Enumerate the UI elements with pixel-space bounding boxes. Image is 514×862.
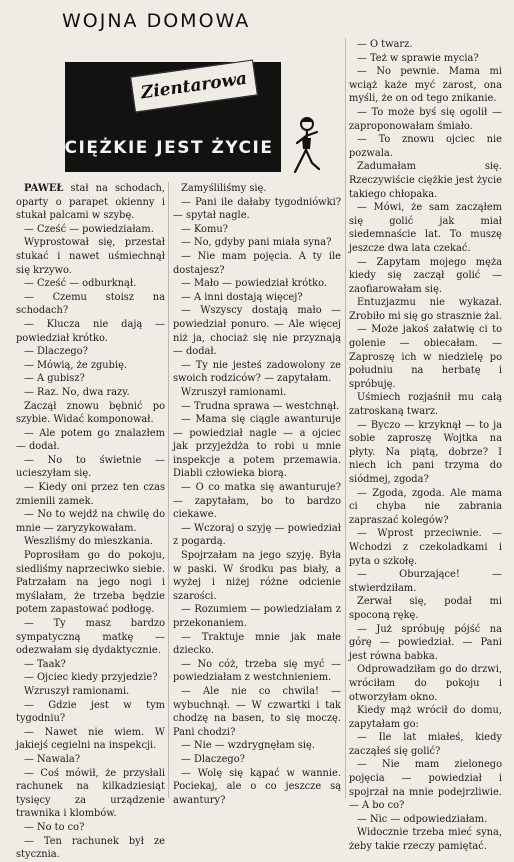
- paragraph: [349, 826, 502, 853]
- paragraph-text: — Byczo — krzyknął — to ja sobie zaproszę Wojtka na płyty. Na piątą, dobrze? I niech ich pani trzyma do siódmej, zgoda?: [349, 419, 502, 485]
- paragraph: [173, 603, 341, 630]
- paragraph-text: — Traktuje mnie jak małe dziecko.: [173, 631, 341, 657]
- paragraph-text: — No to świetnie — ucieszyłam się.: [16, 454, 165, 480]
- paragraph-text: — Mama się ciągle awanturuje — powiedział nagle — a ojciec jak przyjeżdża to robi u mnie inspekcje a potem przemawia. Diabli człowieka biorą.: [173, 414, 341, 480]
- paragraph: [349, 160, 502, 201]
- paragraph: [349, 527, 502, 568]
- paragraph: [173, 182, 341, 196]
- paragraph-text: — A inni dostają więcej?: [181, 291, 303, 303]
- paragraph: [173, 304, 341, 358]
- paragraph-text: — Ojciec kiedy przyjedzie?: [24, 672, 158, 684]
- paragraph-text: Wyprostował się, przestał stukać i nawet uśmiechnął się krzywo.: [16, 237, 165, 276]
- paragraph: [349, 256, 502, 297]
- paragraph-text: — O co matka się awanturuje? — zapytałam, bo to bardzo ciekawe.: [173, 482, 341, 521]
- paragraph-text: — Nie mam pojęcia. A ty ile dostajesz?: [173, 250, 341, 276]
- paragraph-text: — Zapytam mojego męża kiedy się zaczął golić — zaofiarowałam się.: [349, 256, 502, 295]
- paragraph: [16, 535, 165, 549]
- paragraph: [16, 549, 165, 617]
- paragraph: [349, 595, 502, 622]
- paragraph-text: — O twarz.: [357, 39, 413, 50]
- paragraph-text: — Ty nie jesteś zadowolony ze swoich rodziców? — zapytałam.: [173, 359, 341, 385]
- paragraph: [16, 400, 165, 427]
- paragraph-text: — Już spróbuję pójść na górę — powiedział. — Pani jest równa babka.: [349, 623, 502, 662]
- paragraph: [16, 821, 165, 835]
- paragraph: [16, 236, 165, 277]
- paragraph-text: — A gubisz?: [24, 373, 85, 385]
- paragraph: [173, 549, 341, 603]
- paragraph-text: Zaczął znowu bębnić po szybie. Widać komponował.: [16, 400, 165, 426]
- paragraph-text: — Gdzie jest w tym tygodniu?: [16, 699, 165, 725]
- paragraph: [16, 508, 165, 535]
- paragraph: [349, 813, 502, 827]
- paragraph-text: — No pewnie. Mama mi wciąż każe myć zarost, ona myśli, że on od tego znikanie.: [349, 66, 502, 105]
- paragraph-text: — Taak?: [24, 658, 66, 670]
- paragraph: [16, 318, 165, 345]
- paragraph: [16, 291, 165, 318]
- paragraph-text: — To znowu ojciec nie pozwala.: [349, 134, 502, 159]
- paragraph-text: — Ale nie co chwila! — wybuchnął. — W czwartki i tak chodzę na basen, to się moczę. Pani chodzi?: [173, 685, 341, 738]
- paragraph: [173, 277, 341, 291]
- paragraph: [16, 726, 165, 753]
- section-rubric: WOJNA DOMOWA: [62, 10, 251, 32]
- paragraph-text: — Kiedy oni przez ten czas zmienili zamek.: [16, 482, 165, 507]
- column-rule-1: [168, 182, 169, 798]
- paragraph: [349, 106, 502, 133]
- paragraph-text: Widocznie trzeba mieć syna, żeby takie rzeczy pamiętać.: [349, 827, 502, 853]
- paragraph: [16, 182, 165, 223]
- paragraph-text: — Cześć — powiedziałam.: [24, 223, 154, 235]
- paragraph: [16, 617, 165, 658]
- paragraph-text: — Wprost przeciwnie. — Wchodzi z czekoladkami i pyta o szkołę.: [349, 528, 502, 567]
- article-column-2: [173, 182, 341, 807]
- paragraph-text: Entuzjazmu nie wykazał. Zrobiło mi się go strasznie żal.: [349, 297, 502, 322]
- paragraph: [173, 767, 341, 808]
- paragraph-text: — Oburzające! — stwierdziłam.: [349, 569, 502, 594]
- paragraph: [16, 658, 165, 672]
- paragraph-text: — Nic — odpowiedziałam.: [357, 813, 488, 825]
- paragraph-text: — Komu?: [181, 223, 228, 235]
- article-column-3: [349, 38, 502, 854]
- paragraph: [349, 38, 502, 52]
- paragraph: [349, 758, 502, 812]
- paragraph-text: Uśmiech rozjaśnił mu całą zatroskaną twarz.: [349, 392, 502, 418]
- paragraph: [349, 52, 502, 66]
- paragraph: [173, 685, 341, 739]
- paragraph: [16, 454, 165, 481]
- paragraph: [173, 223, 341, 237]
- paragraph: [349, 323, 502, 391]
- paragraph-text: — No cóż, trzeba się myć — powiedziałam z westchnieniem.: [173, 658, 341, 684]
- paragraph: [173, 236, 341, 250]
- paragraph: [349, 65, 502, 106]
- paragraph: [349, 568, 502, 595]
- paragraph: [173, 522, 341, 549]
- paragraph-text: Poprosiłam go do pokoju, siedliśmy naprzeciwko siebie. Patrzałam na jego nogi i myślałam, że trzeba będzie potem zapastować podłogę.: [16, 550, 165, 616]
- paragraph: [173, 400, 341, 414]
- paragraph: [173, 739, 341, 753]
- paragraph-text: — Nawala?: [24, 753, 81, 765]
- paragraph-text: — Wczoraj o szyję — powiedział z pogardą.: [173, 522, 341, 548]
- paragraph: [16, 277, 165, 291]
- paragraph-text: — Nie — wzdrygnęłam się.: [181, 740, 315, 752]
- paragraph: [173, 196, 341, 223]
- paragraph-text: — No to wejdź na chwilę do mnie — zaryzykowałam.: [16, 509, 165, 534]
- paragraph-text: — Ten rachunek był ze stycznia.: [16, 835, 165, 861]
- paragraph: [349, 391, 502, 418]
- paragraph-text: — Ale potem go znalazłem — dodał.: [16, 427, 165, 453]
- paragraph: [173, 481, 341, 522]
- paragraph: [173, 291, 341, 305]
- column-rule-2: [345, 38, 346, 798]
- paragraph-text: — Wolę się kąpać w wannie. Pociekaj, ale o co jeszcze są awantury?: [173, 767, 341, 806]
- paragraph-text: — No to co?: [24, 821, 85, 833]
- paragraph: [16, 671, 165, 685]
- paragraph-text: — No, gdyby pani miała syna?: [181, 237, 332, 249]
- paragraph-text: — Coś mówił, że przysłali rachunek na kilkadziesiąt tysięcy za urządzenie trawnika i klombów.: [16, 767, 165, 820]
- paragraph-text: — Może jakoś załatwię ci to golenie — obiecałam. — Zaproszę ich w niedzielę po południu na herbatę i spróbuję.: [349, 324, 502, 390]
- paragraph-text: — Mało — powiedział krótko.: [181, 278, 327, 290]
- paragraph: [173, 658, 341, 685]
- paragraph: [349, 133, 502, 160]
- paragraph-text: Kiedy mąż wrócił do domu, zapytałam go:: [349, 705, 502, 730]
- paragraph-text: Zadumałam się. Rzeczywiście ciężkie jest życie takiego chłopaka.: [349, 161, 502, 200]
- paragraph-text: — Klucza nie dają — powiedział krótko.: [16, 318, 165, 344]
- paragraph-text: — Mówią, że zgubię.: [24, 359, 128, 371]
- paragraph: [16, 223, 165, 237]
- paragraph-text: — Też w sprawie mycia?: [357, 52, 479, 64]
- author-name: Zientarowa: [139, 68, 249, 104]
- paragraph: [16, 359, 165, 373]
- paragraph-text: Weszliśmy do mieszkania.: [24, 536, 153, 548]
- paragraph-text: — Raz. No, dwa razy.: [24, 386, 130, 398]
- paragraph: [349, 201, 502, 255]
- paragraph-text: — Mówi, że sam zacząłem się golić jak miał siedemnaście lat. To muszę jeszcze dwa lata czekać.: [349, 202, 502, 254]
- paragraph: [349, 296, 502, 323]
- paragraph: [16, 427, 165, 454]
- paragraph: [349, 487, 502, 528]
- paragraph-text: Zamyśliliśmy się.: [181, 183, 267, 194]
- paragraph: [173, 250, 341, 277]
- paragraph: [16, 345, 165, 359]
- paragraph: [16, 753, 165, 767]
- paragraph-text: — Nawet nie wiem. W jakiejś cegielni na inspekcji.: [16, 726, 165, 752]
- paragraph: [16, 835, 165, 862]
- paragraph-text: — To może byś się ogolił — zaproponowałam śmiało.: [349, 106, 502, 132]
- paragraph-text: — Zgoda, zgoda. Ale mama ci chyba nie zabrania zapraszać kolegów?: [349, 487, 502, 526]
- paragraph: [16, 767, 165, 821]
- paragraph-text: Odprowadziłam go do drzwi, wróciłam do pokoju i otworzyłam okno.: [349, 664, 502, 703]
- paragraph-text: — Czemu stoisz na schodach?: [16, 291, 165, 317]
- paragraph: [349, 731, 502, 758]
- paragraph-text: Wzruszył ramionami.: [181, 386, 287, 398]
- paragraph-text: Spojrzałam na jego szyję. Była w paski. W środku pas biały, a wyżej i niżej różne odcienie szarości.: [173, 550, 341, 602]
- paragraph-text: stał na schodach, oparty o parapet okienny i stukał palcami w szybę.: [16, 183, 165, 222]
- paragraph: [173, 631, 341, 658]
- paragraph: [349, 704, 502, 731]
- paragraph-text: — Nie mam zielonego pojęcia — powiedział i spojrzał na mnie podejrzliwie. — A bo co?: [349, 759, 502, 812]
- paragraph: [173, 386, 341, 400]
- paragraph: [349, 663, 502, 704]
- paragraph-text: Wzruszył ramionami.: [24, 685, 130, 697]
- paragraph: [16, 699, 165, 726]
- paragraph: [173, 413, 341, 481]
- cartoon-figure-icon: [292, 116, 322, 178]
- paragraph: [173, 359, 341, 386]
- paragraph: [349, 623, 502, 664]
- paragraph-text: Zerwał się, podał mi spoconą rękę.: [349, 596, 502, 621]
- paragraph: [16, 372, 165, 386]
- paragraph-text: — Dlaczego?: [24, 346, 88, 358]
- paragraph: [16, 481, 165, 508]
- paragraph-text: — Ty masz bardzo sympatyczną matkę — odezwałam się dydaktycznie.: [16, 618, 165, 657]
- paragraph-text: — Ile lat miałeś, kiedy zacząłeś się golić?: [349, 732, 502, 757]
- paragraph: [16, 386, 165, 400]
- paragraph: [16, 685, 165, 699]
- paragraph-text: — Wszyscy dostają mało — powiedział ponuro. — Ale więcej niż ja, chociaż się nie przyznają — dodał.: [173, 305, 341, 358]
- headline-text: CIĘŻKIE JEST ŻYCIE: [64, 138, 274, 158]
- lead-word: PAWEŁ: [24, 183, 64, 194]
- paragraph: [349, 419, 502, 487]
- paragraph-text: — Pani ile dałaby tygodniówki? — spytał nagle.: [173, 196, 341, 222]
- article-column-1: [16, 182, 165, 862]
- paragraph-text: — Dlaczego?: [181, 753, 245, 765]
- paragraph-text: — Rozumiem — powiedziałam z przekonaniem.: [173, 604, 341, 629]
- paragraph-text: — Trudna sprawa — westchnął.: [181, 400, 340, 412]
- paragraph: [173, 753, 341, 767]
- paragraph-text: — Cześć — odburknął.: [24, 278, 137, 290]
